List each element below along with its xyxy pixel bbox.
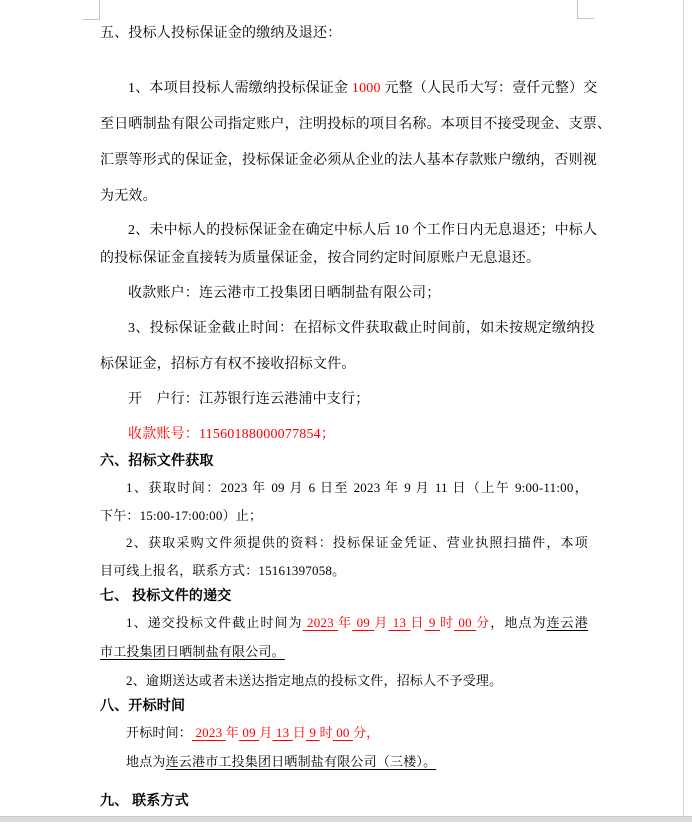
emphasized-text-run: 月 (374, 615, 389, 630)
text-run: 九、 联系方式 (100, 794, 189, 809)
text-run: 收款账户：连云港市工投集团日晒制盐有限公司； (128, 286, 441, 301)
para-line (128, 318, 595, 340)
para-line (128, 220, 598, 242)
heading-section-7 (100, 586, 232, 608)
text-run: 至日晒制盐有限公司指定账户，注明投标的项目名称。本项目不接受现金、支票、 (100, 117, 612, 132)
text-run: 下午：15:00-17:00:00）止； (100, 508, 263, 523)
para-line (126, 670, 502, 692)
para-line (128, 389, 369, 411)
emphasized-text-run: 年 (338, 615, 353, 630)
para-line (126, 532, 588, 554)
text-run: 五、投标人投标保证金的缴纳及退还： (100, 26, 342, 41)
text-run: 2、获取采购文件须提供的资料：投标保证金凭证、营业执照扫描件，本项 (126, 535, 588, 550)
text-run: 汇票等形式的保证金，投标保证金必须从企业的法人基本存款账户缴纳，否则视 (100, 153, 597, 168)
emphasized-text-run: 市工投集团日晒制盐有限公司。 (100, 644, 285, 659)
emphasized-text-run: 09 (352, 615, 375, 630)
page-right-edge (683, 0, 684, 816)
text-run: 八、开标时间 (100, 699, 186, 714)
text-run: 2、未中标人的投标保证金在确定中标人后 10 个工作日内无息退还；中标人 (128, 223, 598, 238)
emphasized-text-run: 9 (424, 615, 440, 630)
text-boundary-mark-top-left (83, 0, 100, 20)
emphasized-text-run: 连云港 (546, 615, 588, 630)
para-line (100, 641, 285, 663)
para-line (100, 114, 612, 136)
text-run: 3、投标保证金截止时间：在招标文件获取截止时间前，如未按规定缴纳投 (128, 321, 595, 336)
para-line (100, 186, 157, 208)
text-run: 元整（人民币大写：壹仟元整）交 (380, 81, 598, 96)
text-run: 为无效。 (100, 189, 157, 204)
para-line (126, 751, 436, 773)
para-line (100, 560, 345, 582)
para-line (100, 248, 540, 270)
emphasized-text-run: 连云港市工投集团日晒制盐有限公司（三楼）。 (165, 754, 437, 769)
text-run: 开标时间： (126, 725, 193, 740)
text-run: 标保证金，招标方有权不接收招标文件。 (100, 357, 356, 372)
emphasized-text-run: 收款账号：11560188000077854； (128, 427, 336, 442)
emphasized-text-run: 时 (319, 725, 333, 740)
emphasized-text-run: 日 (292, 725, 306, 740)
text-run: 开 户行：江苏银行连云港浦中支行； (128, 392, 370, 407)
emphasized-text-run: 00 (454, 615, 477, 630)
emphasized-text-run: 分 (476, 615, 491, 630)
emphasized-text-run: 2023 (302, 615, 339, 630)
text-run: 目可线上报名，联系方式：15161397058。 (100, 563, 346, 578)
heading-section-9 (100, 791, 189, 813)
emphasized-text-run: 09 (238, 725, 260, 740)
text-run: 1、获取时间：2023 年 09 月 6 日至 2023 年 9 月 11 日（上午 9:00-11:00， (126, 480, 588, 495)
emphasized-text-run: 2023 (192, 725, 226, 740)
para-line-open-time (126, 722, 379, 744)
text-run: 七、 投标文件的递交 (100, 589, 232, 604)
text-run: 地点为 (126, 754, 166, 769)
para-line (100, 505, 262, 527)
text-run: ，地点为 (490, 615, 547, 630)
emphasized-text-run: 00 (332, 725, 354, 740)
text-run: 2、逾期送达或者未送达指定地点的投标文件，招标人不予受理。 (126, 673, 503, 688)
page-gap-band (0, 816, 692, 822)
para-line (126, 477, 588, 499)
emphasized-text-run: 时 (439, 615, 455, 630)
text-run: 六、招标文件获取 (100, 454, 214, 469)
text-boundary-mark-top-right (577, 0, 594, 19)
emphasized-text-run: 9 (305, 725, 320, 740)
para-line (128, 283, 440, 305)
heading-section-6 (100, 451, 214, 473)
para-line (128, 78, 598, 100)
emphasized-text-run: 13 (272, 725, 293, 740)
text-run: 1、递交投标文件截止时间为 (126, 615, 303, 630)
emphasized-text-run: 月 (259, 725, 273, 740)
emphasized-text-run: 13 (388, 615, 411, 630)
emphasized-text-run: 年 (225, 725, 239, 740)
emphasized-text-run: 1000 (351, 81, 381, 96)
emphasized-text-run: 分， (353, 725, 380, 740)
heading-section-5 (100, 23, 341, 45)
para-line-account-number (128, 424, 335, 446)
text-run: 的投标保证金直接转为质量保证金，按合同约定时间原账户无息退还。 (100, 251, 541, 266)
para-line (100, 354, 356, 376)
para-line-deadline (126, 612, 588, 634)
para-line (100, 150, 595, 172)
text-run: 1、本项目投标人需缴纳投标保证金 (128, 81, 352, 96)
heading-section-8 (100, 696, 185, 718)
emphasized-text-run: 日 (410, 615, 425, 630)
